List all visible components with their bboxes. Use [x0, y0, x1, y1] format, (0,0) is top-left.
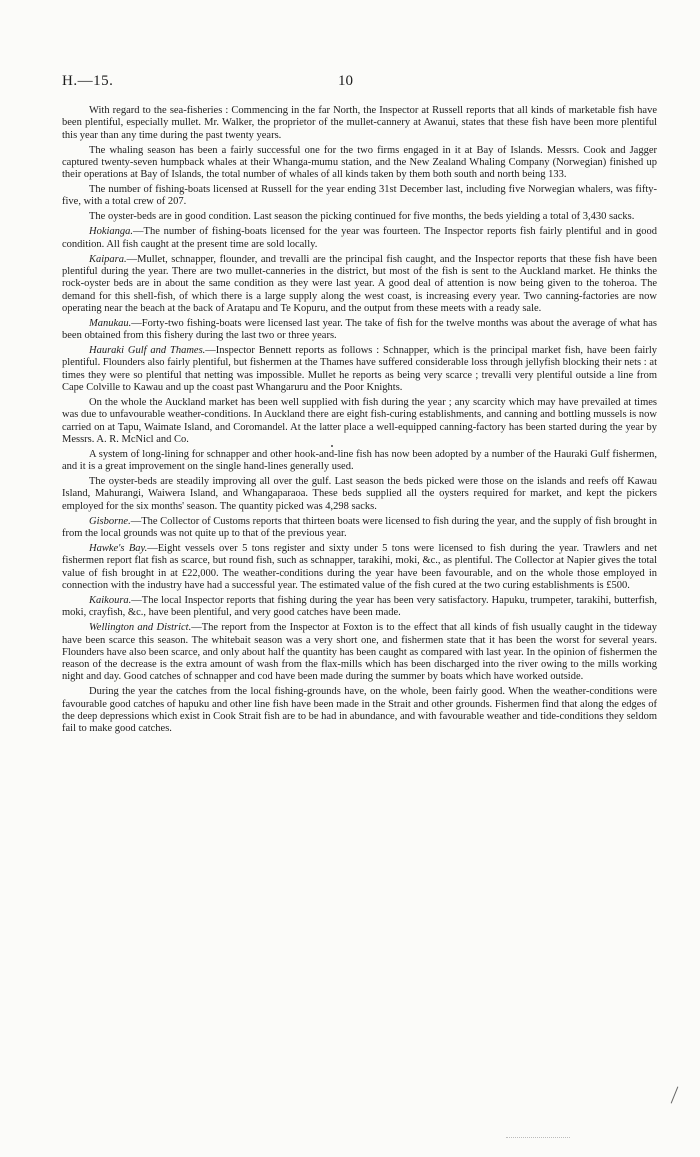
paragraph-text: The whaling season has been a fairly successful one for the two firms engaged in it at Bay of Islands. Messrs. Cook and Jagger captured twenty-seven humpback whales at their Whanga-mumu station, and the New Zealand Whaling Company (Norwegian) finished up their operations at Bay of Islands, the total number of whales of all kinds taken by them both south and north being 133. [62, 144, 657, 181]
margin-pencil-mark [671, 1086, 679, 1103]
paragraph-hauraki-gulf [62, 345, 657, 394]
paragraph-lead: Kaipara. [89, 253, 127, 265]
page-header [62, 73, 640, 97]
paragraph-hokianga [62, 226, 657, 251]
paragraph-lead: Gisborne. [89, 515, 131, 527]
paragraph-text: —Eight vessels over 5 tons register and sixty under 5 tons were licensed to fish during the year. Trawlers and net fishermen report flat fish as scarce, but round fish, such as schnapper, tarakihi, moki, &c., as plentiful. The Collector at Napier gives the total value of fish brought in at £22,000. The weather-conditions during the year have been favourable, and on the whole those employed in connection with the industry have had a successful year. The estimated value of the fish cured at the two curing establishments is £500. [62, 543, 657, 591]
scan-speck [506, 1137, 570, 1139]
paragraph-text: During the year the catches from the local fishing-grounds have, on the whole, been fairly good. When the weather-conditions were favourable good catches of hapuku and other line fish have been made in the Strait and other grounds. Fishermen find that along the edges of the deep depressions which exist in Cook Strait fish are to be had in abundance, and with favourable weather and tide-conditions they seldom fail to make good catches. [62, 686, 657, 735]
paragraph-kaikoura [62, 595, 657, 620]
paragraph-text: The oyster-beds are in good condition. Last season the picking continued for five months, the beds yielding a total of 3,430 sacks. [89, 211, 635, 223]
paragraph-local-grounds [62, 686, 657, 735]
paragraph-text: The number of fishing-boats licensed at Russell for the year ending 31st December last, including five Norwegian whalers, was fifty-five, with a total crew of 207. [62, 184, 657, 208]
paragraph-gulf-oyster-beds [62, 476, 657, 513]
paragraph-text: —The number of fishing-boats licensed for the year was fourteen. The Inspector reports fish fairly plentiful and in good condition. All fish caught at the present time are sold locally. [62, 226, 657, 250]
document-body [62, 105, 657, 738]
paragraph-lead: Kaikoura. [89, 594, 132, 606]
paragraph-wellington [62, 622, 657, 683]
paragraph-text: —The report from the Inspector at Foxton is to the effect that all kinds of fish usually caught in the tideway have been scarce this season. The whitebait season was a very short one, and fishermen state that it has been the worst for several years. Flounders have also been scarce, and only about half the quantity has been caught as compared with last year. In the opinion of fishermen the reason of the decrease is the extra amount of wash from the flax-mills which has been discharged into the river owing to the mills working night and day. Good catches of schnapper and cod have been made during the summer by boats which have worked outside. [62, 622, 658, 683]
paragraph-text: On the whole the Auckland market has been well supplied with fish during the year ; any scarcity which may have prevailed at times was due to unfavourable weather-conditions. In Auckland there are eight fish-curing establishments, and canning and bottling mussels is now carried on at Tapu, Waimate Island, and Coromandel. At the latter place a well-equipped canning-factory has been started during the year by Messrs. A. R. McNicl and Co. [62, 397, 657, 445]
stray-ink-dot [331, 445, 333, 447]
paragraph-lead: Wellington and District. [89, 622, 192, 634]
paragraph-oyster-beds-north [62, 211, 657, 223]
paragraph-long-lining [62, 449, 657, 474]
paragraph-lead: Hauraki Gulf and Thames. [89, 345, 206, 357]
paragraph-text: —Mullet, schnapper, flounder, and trevalli are the principal fish caught, and the Inspector reports that these fish have been plentiful during the year. There are two mullet-canneries in the district, but most of the fish is sent to the Auckland market. He thinks the rock-oyster beds are in about the same condition as they were last year. A good deal of attention is now being given to the toheroa. The demand for this shell-fish, of which there is a large supply along the west coast, is increasing every year. Two canning-factories are now operating near the beach at the back of Aratapu and Te Kopuru, and the output from these meets with a ready sale. [62, 253, 657, 314]
paragraph-lead: Hokianga. [89, 226, 134, 238]
paragraph-text: —The Collector of Customs reports that thirteen boats were licensed to fish during the year, and the supply of fish brought in from the local grounds was not quite up to that of the previous year. [62, 515, 657, 540]
paragraph-kaipara [62, 254, 657, 315]
paragraph-russell-boats [62, 184, 657, 209]
paragraph-hawkes-bay [62, 543, 657, 592]
paragraph-manukau [62, 318, 657, 343]
paragraph-text: A system of long-lining for schnapper and other hook-and-line fish has now been adopted by a number of the Hauraki Gulf fishermen, and it is a great improvement on the single hand-lines generally used. [62, 448, 657, 473]
paragraph-text: —Forty-two fishing-boats were licensed last year. The take of fish for the twelve months was about the average of what has been obtained from this fishery during the last two or three years. [62, 317, 657, 342]
paragraph-text: With regard to the sea-fisheries : Commencing in the far North, the Inspector at Russell reports that all kinds of marketable fish have been plentiful, especially mullet. Mr. Walker, the proprietor of the mullet-cannery at Awanui, states that these fish have been more plentiful this year than any time during the past twenty years. [62, 105, 657, 141]
paragraph-auckland-market [62, 397, 657, 446]
paragraph-lead: Hawke's Bay. [89, 543, 148, 555]
page-number: 10 [338, 73, 353, 89]
document-id: H.—15. [62, 73, 114, 89]
paragraph-gisborne [62, 516, 657, 541]
paragraph-whaling [62, 145, 657, 182]
paragraph-text: —Inspector Bennett reports as follows : Schnapper, which is the principal market fish, have been fairly plentiful. Flounders also fairly plentiful, but fishermen at the Thames have suffered considerable loss through jellyfish blocking their nets : at times they were so plentiful that netting was impossible. Mullet he reports as being very scarce ; trevalli very plentiful outside a line from Cape Colville to Kawau and up the coast past Whangaruru and the Poor Knights. [62, 345, 657, 394]
paragraph-sea-fisheries [62, 105, 657, 142]
paragraph-text: The oyster-beds are steadily improving all over the gulf. Last season the beds picked were those on the islands and reefs off Kawau Island, Mahurangi, Waiwera Island, and Whangaparaoa. These beds supplied all the oysters required for market, and kept the pickers employed for the six months' season. The quantity picked was 4,298 sacks. [62, 476, 657, 512]
paragraph-lead: Manukau. [89, 317, 132, 329]
paragraph-text: —The local Inspector reports that fishing during the year has been very satisfactory. Hapuku, trumpeter, tarakihi, butterfish, moki, crayfish, &c., have been plentiful, and very good catches have been made. [62, 594, 657, 619]
